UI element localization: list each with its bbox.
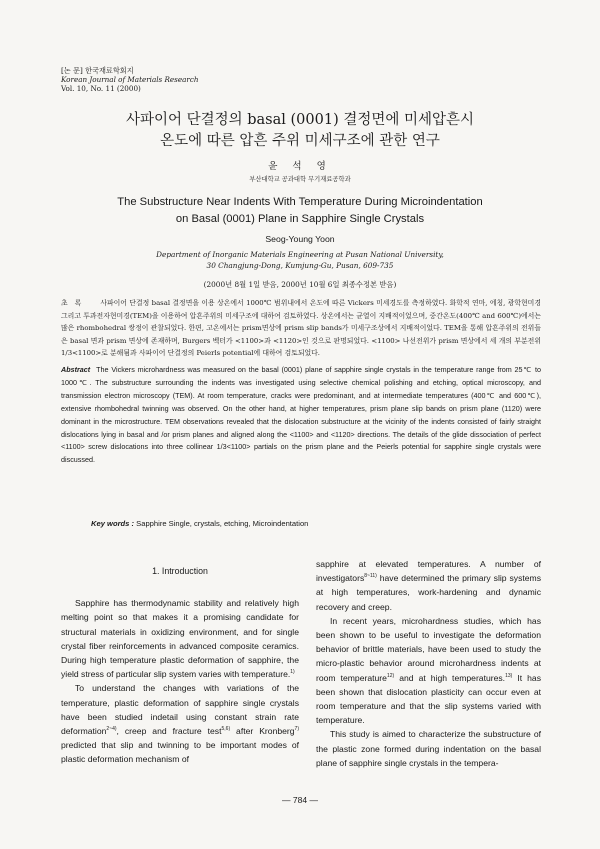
intro-paragraph-1: Sapphire has thermodynamic stability and relatively high melting point so that makes it a promising candidate for structural materials in oxidizing environment, and for single crystal fiber reinforcements in advanced composite ceramics. During high temperature plastic deformation of sapphire, the yield stress of particular slip system varies with temperature.$^{1)}$ — [61, 598, 299, 680]
citation: 13) — [505, 672, 513, 679]
received-dates: (2000년 8월 1일 받음, 2000년 10월 6일 최종수정본 받음) — [203, 280, 397, 289]
keywords — [91, 519, 308, 528]
title-kr-line2: 온도에 따른 압흔 주위 미세구조에 관한 연구 — [160, 133, 440, 149]
abstract-kr — [61, 297, 541, 360]
author-en: Seog-Young Yoon — [265, 234, 335, 244]
intro-paragraph-2: To understand the changes with variations of the temperature, plastic deformation of sapphire single crystals have been studied indetail using constant strain rate deformation$^{2\sim 4)}$, creep and fracture test$^{5,6)}$ after Kronberg$^{7)}$ predicted that slip and twinning to be important modes of plastic deformation mechanism of — [61, 683, 299, 765]
column-left — [61, 557, 299, 767]
title-en — [0, 194, 600, 228]
abstract-en-label: Abstract — [61, 365, 91, 374]
citation: 7) — [294, 726, 299, 733]
keywords-text: Sapphire Single, crystals, etching, Microindentation — [136, 519, 309, 528]
journal-volume: Vol. 10, No. 11 (2000) — [61, 84, 141, 93]
keywords-label: Key words : — [91, 519, 135, 528]
journal-name: Korean Journal of Materials Research — [61, 75, 199, 84]
citation: 1) — [290, 669, 295, 676]
journal-category: [논 문] 한국재료학회지 — [61, 66, 134, 75]
author-kr: 윤 석 영 — [268, 161, 332, 172]
citation: 8~11) — [364, 573, 377, 580]
abstract-kr-text: 사파이어 단결정 basal 결정면을 이용 상온에서 1000℃ 범위내에서 온도에 따른 Vickers 미세경도를 측정하였다. 화학적 연마, 에칭, 광학현미경 그리고 투과전자현미경(TEM)을 이용하여 압흔주위의 미세구조에 대하여 검토하였다. 상온에서는 균열이 지배적이었으며, 중간온도(400℃ and 600℃)에서는 많은 rhombohedral 쌍정이 관찰되었다. 한편, 고온에서는 prism면상에 prism slip bands가 미세구조상에서 지배적이었다. TEM을 통해 압흔주위의 전위들은 basal 면과 prism 면상에 존재하며, Burgers 벡터가 <1100>과 <1120>인 것으로 판명되었다. <1100> 나선전위가 prism 면상에서 세 개의 부분전위 1/3<1100>로 분해됨과 사파이어 단결정의 Peierls potential에 대하여 검토되었다. — [61, 299, 541, 358]
section-heading-introduction: 1. Introduction — [152, 566, 208, 576]
affiliation-en-line1: Department of Inorganic Materials Engineering at Pusan National University, — [156, 250, 444, 259]
page-number: — 784 — — [282, 795, 318, 805]
citation: 12) — [386, 672, 395, 679]
journal-header — [61, 66, 199, 93]
citation: 5,6) — [221, 726, 231, 733]
title-en-line1: The Substructure Near Indents With Temperature During Microindentation — [117, 196, 483, 208]
title-en-line2: on Basal (0001) Plane in Sapphire Single Crystals — [175, 213, 425, 225]
affiliation-en-line2: 30 Changjung-Dong, Kumjung-Gu, Pusan, 609-735 — [206, 261, 394, 270]
abstract-en — [61, 364, 541, 467]
intro-paragraph-3: sapphire at elevated temperatures. A number of investigators$^{8\sim 11)}$ have determined the primary slip systems at high temperatures, work-hardening and dynamic recovery and creep. — [316, 559, 541, 612]
affiliation-en — [0, 249, 600, 271]
citation: 2~4) — [106, 726, 117, 733]
intro-paragraph-4: In recent years, microhardness studies, which has been shown to be useful to investigate the deformation behavior of brittle materials, have been used to study the micro-plastic behavior around microhardness indents at room temperature$^{12)}$ and at high temperatures.$^{13)}$ It has been shown that dislocation plasticity can occur even at room temperature and that the slip systems varied with temperature. — [316, 615, 541, 726]
intro-paragraph-5: This study is aimed to characterize the substructure of the plastic zone formed during indentation on the basal plane of sapphire single crystals in the tempera- — [316, 729, 541, 768]
affiliation-kr: 부산대학교 공과대학 무기재료공학과 — [249, 176, 351, 183]
title-kr-line1: 사파이어 단결정의 basal (0001) 결정면에 미세압흔시 — [125, 112, 475, 128]
column-right — [316, 557, 541, 770]
abstract-kr-label: 초록 — [61, 299, 89, 307]
abstract-en-text: The Vickers microhardness was measured on the basal (0001) plane of sapphire single crystals in the temperature range from 25℃ to 1000℃. The substructure surrounding the indents was investigated using selective chemical polishing and etching, optical microscopy, and transmission electron microscopy (TEM). At room temperature, cracks were predominant, and at intermediate temperatures (400℃ and 600℃), extensive rhombohedral twinning was observed. On the other hand, at higher temperatures, prism plane slip bands on prism plane (1120) were dominant in the microstructure. TEM observations revealed that the dislocation substructure at the vicinity of the indents consisted of fairly straight dislocations lying in basal and /or prism planes and aligned along the <1100> and <1120> directions. The details of the glide dissociation of perfect <1100> screw dislocations into three collinear 1/3<1100> partials on the prism plane and the Peierls potential for sapphire single crystals were discussed. — [61, 365, 541, 465]
